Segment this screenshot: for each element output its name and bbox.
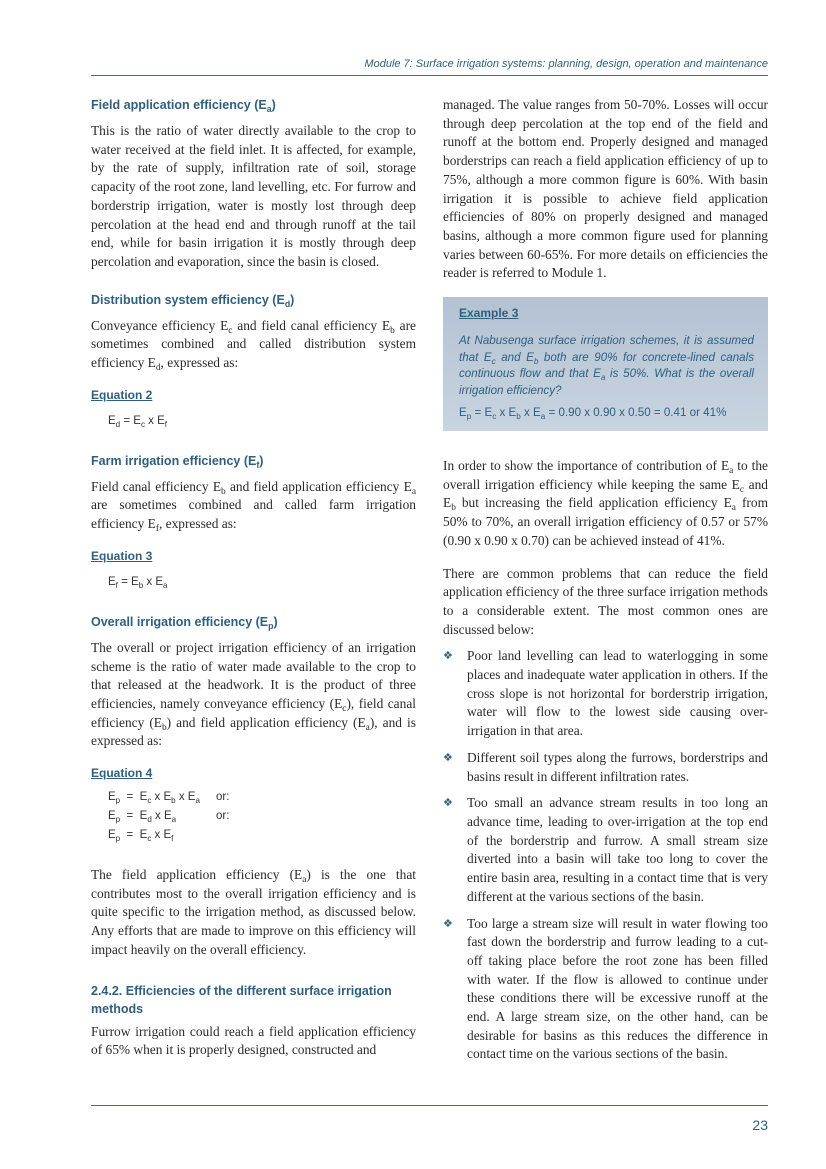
list-item (443, 794, 768, 906)
para-overall-irrigation-efficiency: The overall or project irrigation efficiency of an irrigation scheme is the ratio of water made available to the crop to that released at the headwork. It is the product of three efficiencies, namely conveyance efficiency $(E_c)$, field canal efficiency $(E_b)$ and field application efficiency $(E_a)$, and is expressed as: (91, 639, 416, 749)
running-header: Module 7: Surface irrigation systems: planning, design, operation and maintenance (364, 58, 768, 70)
left-column (91, 96, 416, 1060)
heading-field-application-efficiency: Field application efficiency $(E_a)$ (91, 98, 276, 114)
diamond-bullet-icon: ❖ (443, 796, 453, 810)
para-problems-intro: There are common problems that can reduce the field application efficiency of the three surface irrigation methods to a considerable extent. The most common ones are discussed below: (443, 565, 768, 637)
heading-distribution-system-efficiency: Distribution system efficiency $(E_d)$ (91, 292, 295, 309)
example-3-question: At Nabusenga surface irrigation schemes, it is assumed that $E_c$ and $E_b$ both are 90% for concrete-lined canals continuous flow and that $E_a$ is 50%. What is the overall irrigation efficiency? (459, 334, 754, 397)
list-item-text: Too large a stream size will result in water flowing too fast down the borderstrip and furrow leading to a cut-off taking place before the root zone has been filled with water. If the flow is allowed to continue under these conditions there will be excessive runoff at the end. A large stream size, on the other hand, can be desirable for basins as this reduces the difference in contact time on the various sections of the basin. (467, 915, 768, 1062)
example-3-title: Example 3 (459, 306, 519, 321)
equation-4-line-3: $E_p = E_c$ x $E_f$ (108, 829, 174, 844)
heading-overall-irrigation-efficiency: Overall irrigation efficiency $(E_p)$ (91, 614, 278, 631)
para-field-application-efficiency: This is the ratio of water directly available to the crop to water received at the field inlet. It is affected, for example, by the rate of supply, infiltration rate of soil, storage capacity of the root zone, land levelling, etc. For furrow and borderstrip irrigation, water is mostly lost through deep percolation at the head end and through runoff at the tail end, while for basin irrigation it is mostly through deep percolation and evaporation, since the basin is closed. (91, 123, 416, 269)
list-item (443, 647, 768, 741)
para-distribution-system-efficiency: Conveyance efficiency $E_c$ and field canal efficiency $E_b$ are sometimes combined and called distribution system efficiency $E_d$, expressed as: (91, 317, 416, 374)
list-item-text: Different soil types along the furrows, borderstrips and basins result in different infiltration rates. (467, 749, 768, 784)
problems-list (443, 647, 768, 1064)
list-item-text: Too small an advance stream results in too long an advance time, leading to over-irrigation at the top end of the borderstrip and furrow. A small stream size diverted into a basin will take too long to cover the entire basin area, resulting in a contact time that is very different at the various sections of the basin. (467, 795, 768, 904)
header-rule (91, 75, 768, 76)
list-item (443, 749, 768, 786)
equation-2: $E_d = E_c$ x $E_f$ (108, 414, 168, 429)
equation-4-line-2: $E_p = E_d$ x $E_a$ or: (108, 810, 230, 825)
diamond-bullet-icon: ❖ (443, 916, 453, 930)
heading-2-4-2: 2.4.2. Efficiencies of the different surface irrigation methods (91, 983, 392, 1016)
para-furrow-efficiency: Furrow irrigation could reach a field application efficiency of 65% when it is properly designed, constructed and (91, 1023, 416, 1058)
equation-4-label: Equation 4 (91, 766, 153, 781)
equation-4 (91, 788, 416, 845)
diamond-bullet-icon: ❖ (443, 649, 453, 663)
footer-rule (91, 1105, 768, 1106)
page-number: 23 (752, 1117, 768, 1133)
equation-4-line-1: $E_p = E_c$ x $E_b$ x $E_a$ or: (108, 791, 230, 806)
example-3-answer: $E_p = E_c$ x $E_b$ x $E_a = 0.90$ x 0.90 x 0.50 = 0.41 or 41% (459, 406, 727, 422)
diamond-bullet-icon: ❖ (443, 750, 453, 764)
para-importance: In order to show the importance of contribution of $E_a$ to the overall irrigation efficiency while keeping the same $E_c$ and $E_b$ but increasing the field application efficiency $E_a$ from 50% to 70%, an overall irrigation efficiency of 0.57 or 57% (0.90 x 0.90 x 0.70) can be achieved instead of 41%. (443, 458, 768, 548)
equation-3-label: Equation 3 (91, 548, 153, 563)
para-fae-importance: The field application efficiency $(E_a)$ is the one that contributes most to the overall irrigation efficiency and is quite specific to the irrigation method, as discussed below. Any efforts that are made to improve on this efficiency will impact heavily on the overall efficiency. (91, 867, 416, 957)
para-farm-irrigation-efficiency: Field canal efficiency $E_b$ and field application efficiency $E_a$ are sometimes combined and called farm irrigation efficiency $E_f$, expressed as: (91, 478, 416, 535)
equation-2-label: Equation 2 (91, 387, 153, 402)
list-item-text: Poor land levelling can lead to waterlogging in some places and inadequate water application in others. If the cross slope is not horizontal for borderstrip irrigation, water will flow to the lowest side causing over-irrigation in that area. (467, 648, 768, 739)
equation-3: $E_f = E_b$ x $E_a$ (108, 575, 168, 590)
right-column (443, 96, 768, 1064)
example-3-box (443, 297, 768, 431)
para-continued: managed. The value ranges from 50-70%. Losses will occur through deep percolation at the top end of the field and runoff at the bottom end. Properly designed and managed borderstrips can reach a field application efficiency of up to 75%, although a more common figure is 60%. With basin irrigation it is possible to achieve field application efficiencies of 80% on properly designed and managed basins, although a more common figure used for planning varies between 60-65%. For more details on efficiencies the reader is referred to Module 1. (443, 97, 768, 281)
list-item (443, 915, 768, 1065)
heading-farm-irrigation-efficiency: Farm irrigation efficiency $(E_f)$ (91, 453, 264, 470)
